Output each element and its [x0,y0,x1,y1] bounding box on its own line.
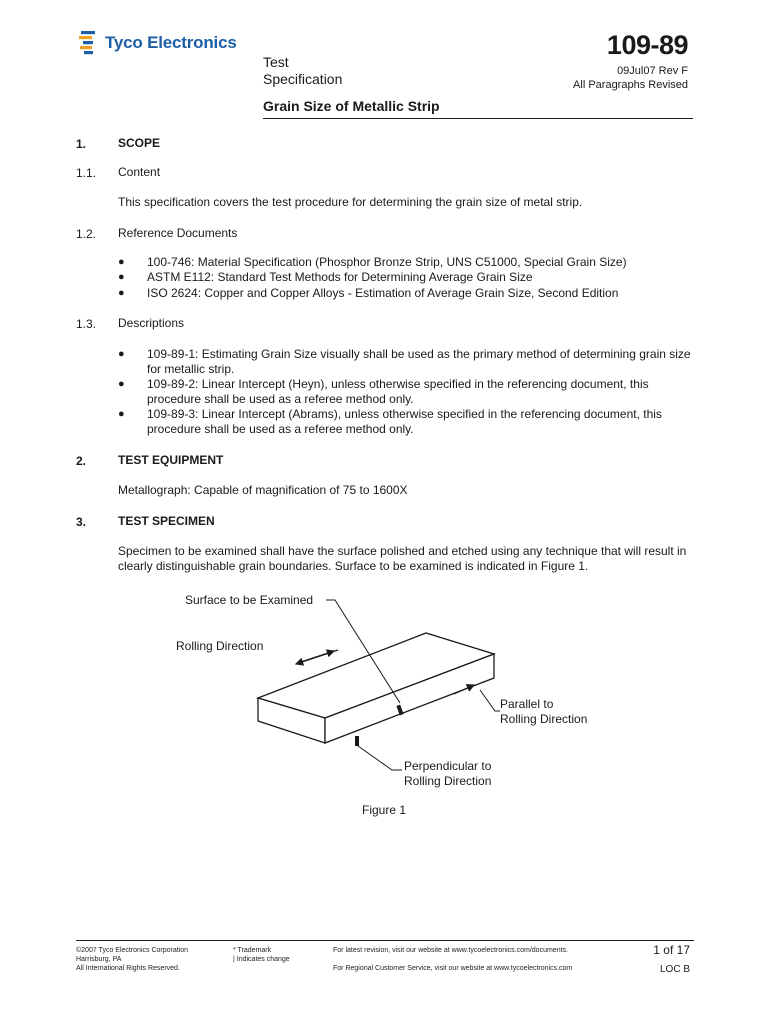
section-2-text: Metallograph: Capable of magnification of 75 to 1600X [118,483,408,497]
page-number: 1 of 17 [653,943,690,957]
footer-info [333,946,572,973]
reference-item: 100-746: Material Specification (Phosphor Bronze Strip, UNS C51000, Special Grain Size) [147,255,627,269]
section-2-number: 2. [76,454,87,468]
section-1-1-text: This specification covers the test procedure for determining the grain size of metal strip. [118,195,583,209]
specimen-block [258,633,494,743]
rolling-arrow-right [298,651,334,663]
description-item: 109-89-2: Linear Intercept (Heyn), unless otherwise specified in the referencing document, this procedure shall be used as a referee method only. [147,377,649,406]
bullet-icon: ● [118,256,125,268]
label-perpendicular-1: Perpendicular to [404,759,492,773]
parallel-leader-line [480,690,500,711]
section-1-heading: SCOPE [118,136,161,150]
footer-divider [76,940,694,941]
doc-type-line2: Specification [263,71,343,87]
label-parallel-1: Parallel to [500,697,554,711]
title-divider [263,118,693,119]
location-code: LOC B [659,964,690,975]
section-1-3-heading: Descriptions [118,316,185,330]
bullet-icon: ● [118,408,125,420]
bullet-icon: ● [118,348,125,360]
description-item: 109-89-3: Linear Intercept (Abrams), unless otherwise specified in the referencing document, this procedure shall be used as a referee method only. [147,407,662,436]
section-1-3-number: 1.3. [76,317,97,331]
tyco-logo-icon [76,30,100,56]
customer-service-info: For Regional Customer Service, visit our website at www.tycoelectronics.com [333,965,573,972]
doc-number: 109-89 [606,30,688,60]
description-item: 109-89-1: Estimating Grain Size visually shall be used as the primary method of determining grain size for metallic strip. [147,347,691,376]
copyright-location: Harrisburg, PA [76,956,122,963]
specimen-drawing [170,588,610,798]
rev-note: All Paragraphs Revised [573,79,688,91]
doc-type-line1: Test [263,54,289,70]
section-1-number: 1. [76,137,87,151]
reference-item: ASTM E112: Standard Test Methods for Determining Average Grain Size [147,270,533,284]
section-2-heading: TEST EQUIPMENT [118,453,224,467]
label-surface: Surface to be Examined [185,593,314,607]
section-3-text: Specimen to be examined shall have the surface polished and etched using any technique that will result in clearly distinguishable grain boundaries. Surface to be examined is indicated in Figure 1. [118,544,687,573]
trademark-note: * Trademark [233,947,272,954]
section-3-number: 3. [76,515,87,529]
footer-trademark [233,946,290,964]
label-rolling: Rolling Direction [176,639,264,653]
reference-item: ISO 2624: Copper and Copper Alloys - Estimation of Average Grain Size, Second Edition [147,286,619,300]
footer-copyright [76,946,188,973]
section-1-2-number: 1.2. [76,227,97,241]
rev-date: 09Jul07 Rev F [617,65,688,77]
company-logo [76,30,237,56]
section-3-heading: TEST SPECIMEN [118,514,215,528]
doc-revision [573,64,688,92]
company-name: Tyco Electronics [105,33,237,52]
change-indicator-note: | Indicates change [233,956,290,963]
perp-leader-line [358,746,402,770]
bullet-icon: ● [118,287,125,299]
section-1-1-number: 1.1. [76,166,97,180]
revision-info-link: For latest revision, visit our website at www.tycoelectronics.com/documents. [333,947,568,954]
page-title: Grain Size of Metallic Strip [263,98,440,114]
section-1-2-heading: Reference Documents [118,226,238,240]
bullet-icon: ● [118,271,125,283]
copyright-line: ©2007 Tyco Electronics Corporation [76,947,189,954]
figure-specimen-diagram [170,588,610,798]
figure-caption: Figure 1 [361,803,407,817]
label-parallel-2: Rolling Direction [500,712,588,726]
doc-type [263,54,342,88]
bullet-icon: ● [118,378,125,390]
copyright-rights: All International Rights Reserved. [76,965,180,972]
section-1-1-heading: Content [118,165,161,179]
label-perpendicular-2: Rolling Direction [404,774,492,788]
